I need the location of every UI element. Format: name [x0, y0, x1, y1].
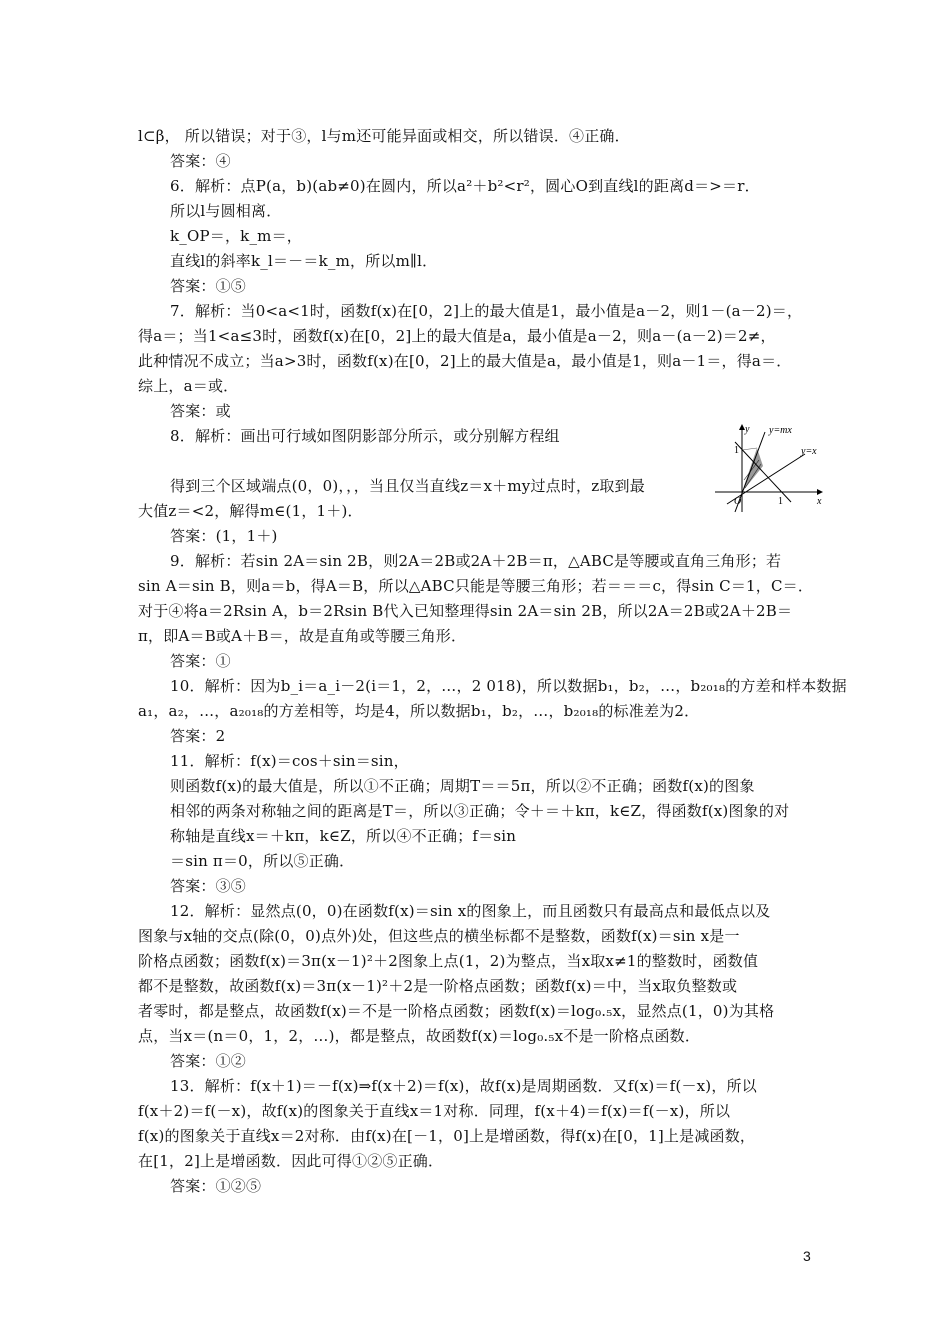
text-line: k_OP＝，k_m＝， — [170, 227, 302, 245]
text-line: 阶格点函数；函数f(x)＝3π(x－1)²＋2图象上点(1，2)为整点，当x取x≠1的整数时，函数值 — [138, 952, 759, 970]
label-line-mx: y=mx — [769, 425, 792, 436]
text-line: 答案：或 — [170, 402, 231, 420]
text-line: l⊂β， 所以错误；对于③，l与m还可能异面或相交，所以错误．④正确． — [138, 127, 630, 145]
label-y-axis: y — [745, 424, 750, 435]
text-line: 图象与x轴的交点(除(0，0)点外)处，但这些点的横坐标都不是整数，函数f(x)＝sin x是一 — [138, 927, 740, 945]
shading-line — [742, 448, 757, 450]
label-one-x: 1 — [778, 496, 783, 507]
text-line: 9．解析：若sin 2A＝sin 2B，则2A＝2B或2A＋2B＝π，△ABC是等腰或直角三角形；若 — [170, 552, 782, 570]
text-line: 直线l的斜率k_l＝－＝k_m，所以m∥l． — [170, 252, 438, 270]
feasible-region-figure — [705, 420, 827, 520]
text-line: 6．解析：点P(a，b)(ab≠0)在圆内，所以a²＋b²<r²，圆心O到直线l的距离d＝>＝r． — [170, 177, 760, 195]
text-line: 所以l与圆相离． — [170, 202, 282, 220]
text-line: 10．解析：因为b_i＝a_i－2(i＝1，2，…，2 018)，所以数据b₁，b₂，…，b₂₀₁₈的方差和样本数据 — [170, 677, 847, 695]
label-line-x: y=x — [801, 446, 817, 457]
text-line: 8．解析：画出可行域如图阴影部分所示，或分别解方程组 — [170, 427, 560, 445]
page-number: 3 — [803, 1248, 811, 1264]
text-line: a₁，a₂，…，a₂₀₁₈的方差相等，均是4，所以数据b₁，b₂，…，b₂₀₁₈的标准差为2． — [138, 702, 700, 720]
text-line: 13．解析：f(x＋1)＝－f(x)⇒f(x＋2)＝f(x)，故f(x)是周期函数．又f(x)＝f(－x)，所以 — [170, 1077, 757, 1095]
text-line: sin A＝sin B，则a＝b，得A＝B，所以△ABC只能是等腰三角形；若＝＝＝c，得sin C＝1，C＝． — [138, 577, 814, 595]
text-line: 综上，a＝或． — [138, 377, 239, 395]
text-line: 答案：①⑤ — [170, 277, 247, 295]
text-line: 此种情况不成立；当a>3时，函数f(x)在[0，2]上的最大值是a，最小值是1，则a－1＝，得a＝． — [138, 352, 792, 370]
text-line: 答案：(1，1＋) — [170, 527, 278, 545]
text-line: 得a＝；当1<a≤3时，函数f(x)在[0，2]上的最大值是a，最小值是a－2，则a－(a－2)＝2≠， — [138, 327, 776, 345]
text-line: 12．解析：显然点(0，0)在函数f(x)＝sin x的图象上，而且函数只有最高点和最低点以及 — [170, 902, 771, 920]
text-line: f(x)的图象关于直线x＝2对称．由f(x)在[－1，0]上是增函数，得f(x)在[0，1]上是减函数， — [138, 1127, 756, 1145]
text-line: 则函数f(x)的最大值是，所以①不正确；周期T＝＝5π，所以②不正确；函数f(x)的图象 — [170, 777, 755, 795]
text-line: 都不是整数，故函数f(x)＝3π(x－1)²＋2是一阶格点函数；函数f(x)＝中，当x取负整数或 — [138, 977, 738, 995]
text-line: 11．解析：f(x)＝cos＋sin＝sin， — [170, 752, 409, 770]
text-line: 点，当x＝(n＝0，1，2，…)，都是整点，故函数f(x)＝log₀.₅x不是一阶格点函数． — [138, 1027, 701, 1045]
text-line: 得到三个区域端点(0，0)，，，当且仅当直线z＝x＋my过点时，z取到最 — [170, 477, 645, 495]
text-line: ＝sin π＝0，所以⑤正确． — [170, 852, 355, 870]
label-x-axis: x — [817, 496, 822, 507]
text-line: 答案：① — [170, 652, 231, 670]
label-origin: O — [734, 496, 742, 507]
text-line: f(x＋2)＝f(－x)，故f(x)的图象关于直线x＝1对称．同理，f(x＋4)＝f(x)＝f(－x)，所以 — [138, 1102, 731, 1120]
text-line: 答案：①②⑤ — [170, 1177, 262, 1195]
text-line: 者零时，都是整点，故函数f(x)＝不是一阶格点函数；函数f(x)＝log₀.₅x，显然点(1，0)为其格 — [138, 1002, 775, 1020]
text-line: 对于④将a＝2Rsin A，b＝2Rsin B代入已知整理得sin 2A＝sin 2B，所以2A＝2B或2A＋2B＝ — [138, 602, 793, 620]
text-line: 相邻的两条对称轴之间的距离是T＝，所以③正确；令＋＝＋kπ，k∈Z，得函数f(x)图象的对 — [170, 802, 790, 820]
text-line: 称轴是直线x＝＋kπ，k∈Z，所以④不正确；f＝sin — [170, 827, 517, 845]
text-line: 在[1，2]上是增函数．因此可得①②⑤正确． — [138, 1152, 444, 1170]
text-line: 答案：2 — [170, 727, 226, 745]
x-axis-arrow-icon — [817, 489, 823, 495]
text-line: 答案：①② — [170, 1052, 247, 1070]
text-line: π，即A＝B或A＋B＝，故是直角或等腰三角形． — [138, 627, 467, 645]
text-line: 大值z＝<2，解得m∈(1，1＋)． — [138, 502, 363, 520]
text-line: 答案：④ — [170, 152, 231, 170]
label-one-y: 1 — [734, 445, 739, 456]
text-line: 答案：③⑤ — [170, 877, 247, 895]
text-line: 7．解析：当0<a<1时，函数f(x)在[0，2]上的最大值是1，最小值是a－2，则1－(a－2)＝， — [170, 302, 803, 320]
